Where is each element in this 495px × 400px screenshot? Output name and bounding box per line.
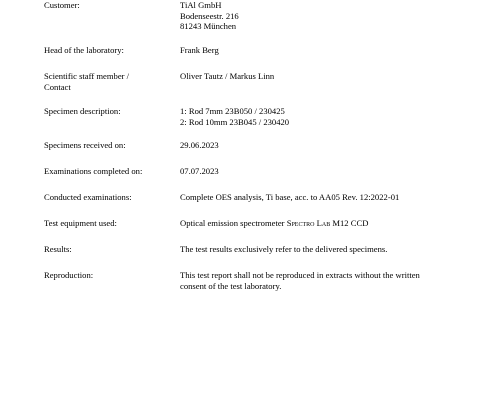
customer-address — [180, 0, 490, 32]
specimen-item-2: 2: Rod 10mm 23B045 / 230420 — [180, 116, 290, 127]
reproduction-label: Reproduction: — [44, 270, 94, 280]
head-lab-label: Head of the laboratory: — [44, 45, 124, 55]
equipment-value — [180, 218, 490, 229]
equipment-suffix: M12 CCD — [330, 218, 369, 228]
customer-city: 81243 München — [180, 21, 237, 32]
customer-label: Customer: — [44, 0, 80, 10]
specimen-label: Specimen description: — [44, 106, 121, 116]
equipment-label: Test equipment used: — [44, 218, 117, 228]
staff-label — [44, 71, 174, 92]
received-label: Specimens received on: — [44, 140, 126, 150]
completed-label: Examinations completed on: — [44, 166, 143, 176]
staff-label-line1: Scientific staff member / — [44, 71, 130, 81]
staff-label-line2: Contact — [44, 81, 71, 92]
equipment-prefix: Optical emission spectrometer — [180, 218, 287, 228]
results-value: The test results exclusively refer to the delivered specimens. — [180, 244, 388, 254]
completed-date: 07.07.2023 — [180, 166, 219, 176]
results-label: Results: — [44, 244, 72, 254]
equipment-brand: Spectro Lab — [286, 218, 331, 228]
conducted-label: Conducted examinations: — [44, 192, 132, 202]
reproduction-value: This test report shall not be reproduced in extracts without the written consent of the test laboratory. — [180, 270, 420, 291]
specimen-item-1: 1: Rod 7mm 23B050 / 230425 — [180, 106, 285, 116]
head-lab-value: Frank Berg — [180, 45, 219, 55]
staff-value: Oliver Tautz / Markus Linn — [180, 71, 275, 81]
conducted-value: Complete OES analysis, Ti base, acc. to AA05 Rev. 12:2022-01 — [180, 192, 400, 202]
customer-street: Bodenseestr. 216 — [180, 10, 239, 21]
customer-name: TiAl GmbH — [180, 0, 222, 10]
received-date: 29.06.2023 — [180, 140, 219, 150]
specimen-description — [180, 106, 490, 127]
